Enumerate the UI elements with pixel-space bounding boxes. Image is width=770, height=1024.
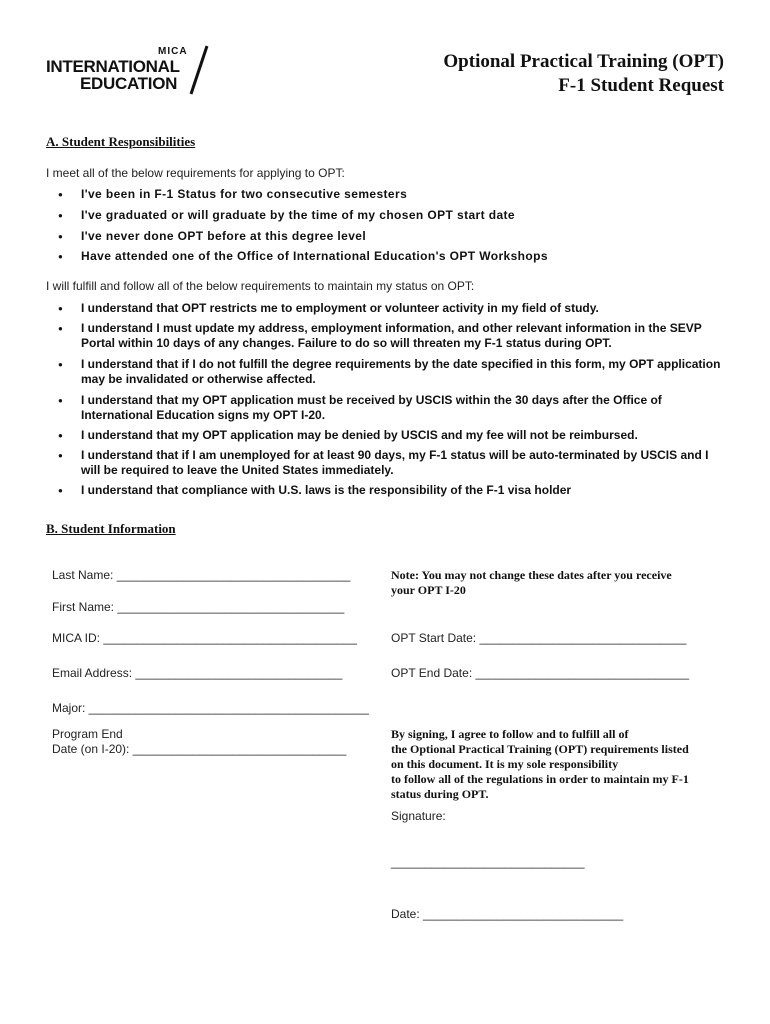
list-item: ● Have attended one of the Office of International Education's OPT Workshops <box>46 249 726 269</box>
logo-line-1: INTERNATIONAL <box>46 57 180 76</box>
section-a-heading: A. Student Responsibilities <box>46 134 196 149</box>
dates-note-line-1: Note: You may not change these dates after you receive <box>391 568 672 582</box>
list-item: ● I understand that compliance with U.S. laws is the responsibility of the F-1 visa holder <box>46 483 726 503</box>
email-field[interactable]: Email Address: _______________________________ <box>52 666 343 680</box>
list-item: ● I've been in F-1 Status for two consecutive semesters <box>46 187 726 208</box>
opt-start-date-field[interactable]: OPT Start Date: _______________________________ <box>391 631 687 645</box>
section-a-intro-1: I meet all of the below requirements for applying to OPT: <box>46 166 345 180</box>
date-field[interactable]: Date: ______________________________ <box>391 907 624 921</box>
major-field[interactable]: Major: __________________________________________ <box>52 701 369 715</box>
dates-note <box>391 568 672 598</box>
list-item: ● I understand that if I do not fulfill the degree requirements by the date specified in this form, my OPT application may be invalidated or otherwise affected. <box>46 357 726 393</box>
section-b-heading: B. Student Information <box>46 521 176 536</box>
program-end-date-field[interactable]: Date (on I-20): ________________________________ <box>52 742 347 756</box>
signature-label: Signature: <box>391 809 446 823</box>
form-title-line-1: Optional Practical Training (OPT) <box>443 51 724 72</box>
list-item: ● I understand that if I am unemployed for at least 90 days, my F-1 status will be auto-terminated by USCIS and I will be required to leave the United States immediately. <box>46 448 726 483</box>
logo-line-2: EDUCATION <box>80 74 178 93</box>
obligations-list <box>46 301 726 503</box>
form-title <box>443 50 724 98</box>
list-item: ● I've graduated or will graduate by the time of my chosen OPT start date <box>46 208 726 229</box>
list-item: ● I understand I must update my address, employment information, and other relevant information in the SEVP Portal within 10 days of any changes. Failure to do so will threaten my F-1 status during OPT. <box>46 321 726 357</box>
list-item: ● I understand that my OPT application must be received by USCIS within the 30 days after the Office of International Education signs my OPT I-20. <box>46 393 726 428</box>
mica-id-field[interactable]: MICA ID: ______________________________________ <box>52 631 357 645</box>
agreement-line: on this document. It is my sole responsibility <box>391 757 619 771</box>
list-item: ● I've never done OPT before at this degree level <box>46 229 726 249</box>
program-end-label: Program End <box>52 727 123 741</box>
agreement-line: the Optional Practical Training (OPT) requirements listed <box>391 742 689 756</box>
last-name-field[interactable]: Last Name: ___________________________________ <box>52 568 351 582</box>
logo-mica-text: MICA <box>158 46 188 57</box>
agreement-statement <box>391 727 731 802</box>
agreement-line: to follow all of the regulations in order to maintain my F-1 <box>391 772 689 786</box>
section-a-intro-2: I will fulfill and follow all of the below requirements to maintain my status on OPT: <box>46 279 475 293</box>
form-title-line-2: F-1 Student Request <box>558 75 724 96</box>
opt-end-date-field[interactable]: OPT End Date: ________________________________ <box>391 666 690 680</box>
requirements-list <box>46 187 726 269</box>
list-item: ● I understand that OPT restricts me to employment or volunteer activity in my field of study. <box>46 301 726 321</box>
logo-slash-icon <box>186 42 210 98</box>
signature-line[interactable]: _____________________________ <box>391 855 585 869</box>
dates-note-line-2: your OPT I-20 <box>391 583 466 597</box>
list-item: ● I understand that my OPT application may be denied by USCIS and my fee will not be reimbursed. <box>46 428 726 448</box>
first-name-field[interactable]: First Name: __________________________________ <box>52 600 345 614</box>
agreement-line: status during OPT. <box>391 787 489 801</box>
agreement-line: By signing, I agree to follow and to fulfill all of <box>391 727 629 741</box>
